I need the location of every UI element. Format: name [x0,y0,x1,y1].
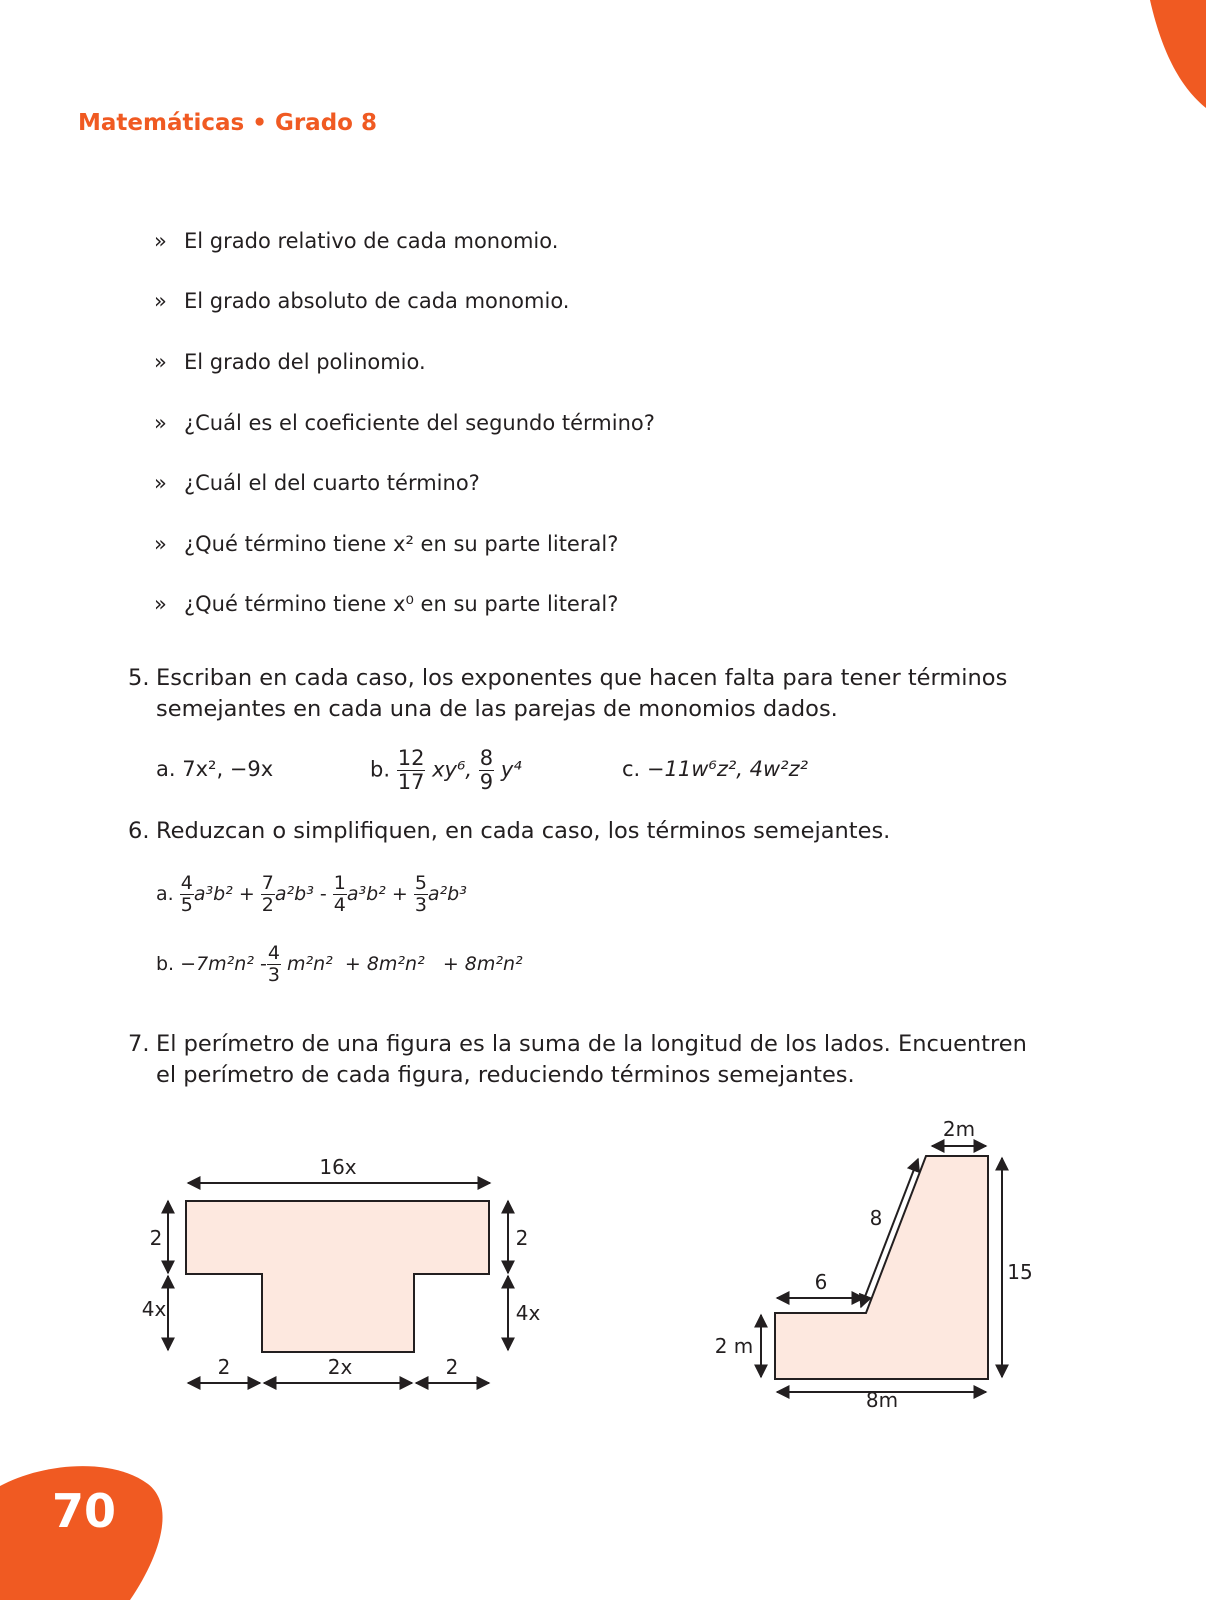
item-label: b. [370,757,391,782]
literal-term: y⁴ [500,757,522,782]
numerator: 5 [414,872,427,894]
list-item [154,289,569,313]
label-bottom-left: 2 [217,1355,231,1379]
list-item [154,532,618,556]
literal-term: −7m²n² [180,953,254,975]
denominator: 2 [261,894,274,916]
item-label: a. [156,757,176,781]
exercise-5c [622,757,808,781]
numerator: 12 [397,746,425,770]
fraction [333,874,347,915]
page-header [78,110,377,136]
denominator: 4 [333,894,346,916]
operator: + [238,883,255,905]
literal-term: a²b³ [427,883,467,905]
exercise-5a [156,757,273,781]
denominator: 3 [414,894,427,916]
slant-shape [775,1156,988,1379]
bullet-text: El grado absoluto de cada monomio. [184,289,570,313]
label-bottom-mid: 2x [327,1355,353,1379]
item-label: b. [156,953,175,975]
fraction [414,874,428,915]
literal-term: a³b² [193,883,233,905]
label-left-lower: 4x [141,1297,167,1321]
denominator: 5 [180,894,193,916]
denominator: 17 [397,770,425,794]
fraction [397,748,426,793]
exercise-7 [128,1029,1040,1091]
math-expression: 7x², −9x [182,757,274,781]
figures-area [0,1100,1206,1420]
numerator: 4 [180,872,193,894]
exercise-text: Reduzcan o simplifiquen, en cada caso, los términos semejantes. [156,818,891,844]
exercise-number: 5. [128,665,150,691]
numerator: 4 [267,942,280,964]
bullet-mark: » [154,229,167,253]
literal-term: a²b³ [274,883,314,905]
list-item [154,411,655,435]
bullet-mark: » [154,350,167,374]
label-step: 6 [814,1270,828,1294]
numerator: 7 [261,872,274,894]
numerator: 1 [333,872,346,894]
list-item [154,229,558,253]
fraction [261,874,275,915]
label-slant: 8 [869,1206,883,1230]
operator: - [260,953,267,975]
item-label: a. [156,883,174,905]
label-right: 15 [1007,1260,1033,1284]
operator: - [319,883,327,905]
bullet-text: El grado relativo de cada monomio. [184,229,559,253]
label-top: 16x [319,1155,357,1179]
bullet-mark: » [154,289,167,313]
exercise-number: 6. [128,818,150,844]
exercise-6a [156,874,467,915]
fraction [267,944,281,985]
exercise-6 [128,816,1040,847]
header-grade: Grado 8 [274,110,377,136]
exercise-number: 7. [128,1031,150,1057]
denominator: 3 [267,964,280,986]
page-number: 70 [52,1484,117,1538]
bullet-text: El grado del polinomio. [184,350,426,374]
list-item [154,471,480,495]
figure-slant-shape [715,1117,1033,1412]
bullet-mark: » [154,592,167,616]
bullet-text: ¿Qué término tiene x² en su parte literal? [184,532,619,556]
label-right-upper: 2 [515,1226,529,1250]
numerator: 8 [479,746,494,770]
literal-term: xy⁶, [432,757,473,782]
bullet-mark: » [154,471,167,495]
corner-accent-shape [1150,0,1206,110]
fraction [479,748,494,793]
literal-term: m²n² + 8m²n² + 8m²n² [287,953,523,975]
exercise-text: Escriban en cada caso, los exponentes que hacen falta para tener términos semejantes en cada una de las parejas de monomios dados. [156,665,1008,722]
exercise-5 [128,663,1040,725]
exercise-6b [156,944,523,985]
label-bottom: 8m [865,1388,899,1412]
operator: + [391,883,408,905]
list-item [154,592,618,616]
item-label: c. [622,757,641,781]
label-right-lower: 4x [515,1301,541,1325]
header-subject: Matemáticas [78,110,245,136]
bullet-text: ¿Qué término tiene x⁰ en su parte literal? [184,592,619,616]
exercise-5b [370,748,522,793]
bullet-mark: » [154,532,167,556]
math-expression: −11w⁶z², 4w²z² [646,757,809,781]
label-bottom-right: 2 [445,1355,459,1379]
bullet-text: ¿Cuál es el coeficiente del segundo término? [184,411,655,435]
figure-t-shape [142,1155,541,1383]
header-separator: • [252,110,267,136]
literal-term: a³b² [346,883,386,905]
list-item [154,350,426,374]
label-left: 2 m [714,1334,754,1358]
denominator: 9 [479,770,494,794]
label-top: 2m [942,1117,976,1141]
exercise-text: El perímetro de una figura es la suma de la longitud de los lados. Encuentren el perímetro de cada figura, reduciendo términos semejantes. [156,1031,1027,1088]
t-shape [186,1201,489,1352]
label-left-upper: 2 [149,1226,163,1250]
fraction [180,874,194,915]
bullet-text: ¿Cuál el del cuarto término? [184,471,480,495]
bullet-mark: » [154,411,167,435]
